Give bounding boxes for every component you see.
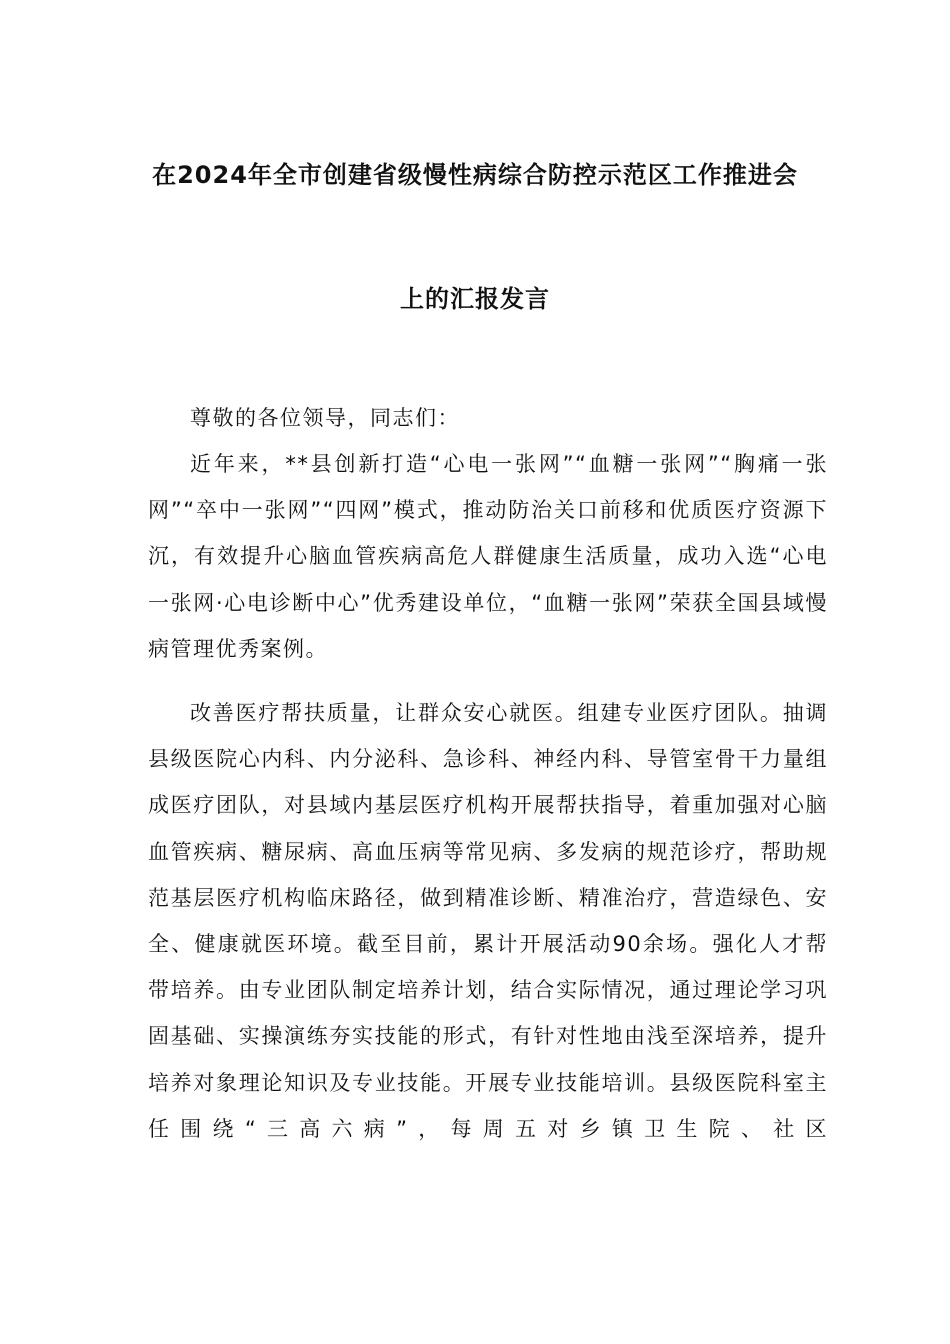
salutation: 尊敬的各位领导，同志们： xyxy=(190,406,460,430)
document-title-line-1: 在2024年全市创建省级慢性病综合防控示范区工作推进会 xyxy=(152,161,798,189)
paragraph-intro: 近年来，**县创新打造“心电一张网”“血糖一张网”“胸痛一张网”“卒中一张网”“四网”模式，推动防治关口前移和优质医疗资源下沉，有效提升心脑血管疾病高危人群健康生活质量，成功入选“心电一张网·心电诊断中心”优秀建设单位，“血糖一张网”荣获全国县域慢病管理优秀案例。 xyxy=(148,452,828,661)
paragraph-medical-support: 改善医疗帮扶质量，让群众安心就医。组建专业医疗团队。抽调县级医院心内科、内分泌科、急诊科、神经内科、导管室骨干力量组成医疗团队，对县域内基层医疗机构开展帮扶指导，着重加强对心脑血管疾病、糖尿病、高血压病等常见病、多发病的规范诊疗，帮助规范基层医疗机构临床路径，做到精准诊断、精准治疗，营造绿色、安全、健康就医环境。截至目前，累计开展活动90余场。强化人才帮带培养。由专业团队制定培养计划，结合实际情况，通过理论学习巩固基础、实操演练夯实技能的形式，有针对性地由浅至深培养，提升培养对象理论知识及专业技能。开展专业技能培训。县级医院科室主任围绕“三高六病”，每周五对乡镇卫生院、社区 xyxy=(148,701,828,1141)
document-title-line-2: 上的汇报发言 xyxy=(400,285,550,313)
